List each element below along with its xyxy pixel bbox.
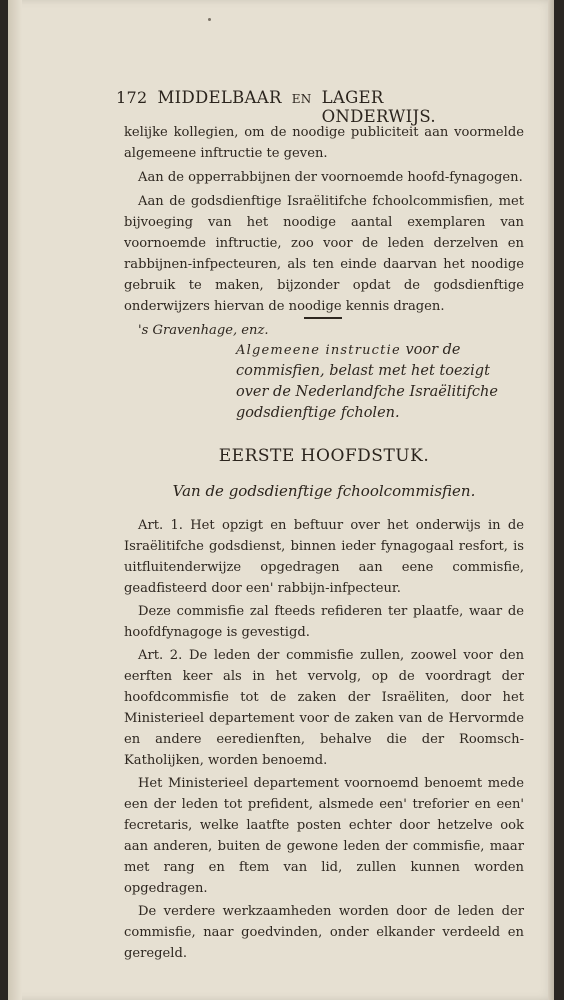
- instruction-title-line3: over de Nederlandfche Israëlitifche: [236, 384, 498, 400]
- article-2-president: Het Ministerieel departement voornoemd benoemt mede een der leden tot prefident, alsmede een' treforier en een' fecretaris, welke laatfte posten echter door hetzelve ook aan anderen, buiten de gewone leden der commisfie, maar met rang en ftem van lid, zullen kunnen worden opgedragen.: [124, 776, 524, 896]
- running-header: [116, 88, 476, 126]
- instruction-title-line1-rest: voor de: [405, 342, 461, 358]
- article-1-residence: Deze commisfie zal fteeds refideren ter plaatfe, waar de hoofdfynagoge is gevestigd.: [124, 604, 524, 640]
- page-number: 172: [116, 88, 148, 107]
- header-title-connector: EN: [291, 92, 312, 106]
- instruction-title-line4: godsdienftige fcholen.: [236, 405, 400, 421]
- articles-block: [124, 515, 524, 966]
- closing-place: 's Gravenhage, enz.: [138, 323, 269, 338]
- chapter-subtitle: Van de godsdienftige fchoolcommisfien.: [172, 482, 476, 500]
- instruction-title-lead: Algemeene instructie: [236, 343, 401, 358]
- instruction-title: [236, 340, 521, 424]
- paragraph-commisfien: Aan de godsdienftige Israëlitifche fchoolcommisfien, met bijvoeging van het noodige aantal exemplaren van voornoemde inftructie, zoo voor de leden derzelven en rabbijnen-infpecteuren, als ten einde daarvan het noodige gebruik te maken, bijzonder opdat de godsdienftige onderwijzers hiervan de noodige kennis dragen.: [124, 194, 524, 314]
- section-divider: [304, 317, 342, 319]
- article-1: Art. 1. Het opzigt en beftuur over het onderwijs in de Israëlitifche godsdienst, binnen ieder fynagogaal resfort, is uitfluitenderwijze opgedragen aan eene commisfie, geadfisteerd door een' rabbijn-infpecteur.: [124, 518, 524, 596]
- top-text-block: [124, 122, 524, 344]
- paragraph-continuation: kelijke kollegien, om de noodige publiciteit aan voormelde algemeene inftructie te geven.: [124, 125, 524, 161]
- paragraph-opperrabbijnen: Aan de opperrabbijnen der voornoemde hoofd-fynagogen.: [138, 170, 523, 185]
- header-title-part1: MIDDELBAAR: [157, 88, 282, 107]
- page-edge: [548, 0, 554, 1000]
- page-binding: [8, 0, 22, 1000]
- article-2-duties: De verdere werkzaamheden worden door de leden der commisfie, naar goedvinden, onder elkander verdeeld en geregeld.: [124, 904, 524, 961]
- ink-mark: [208, 18, 211, 21]
- book-page: [8, 0, 554, 1000]
- article-2: Art. 2. De leden der commisfie zullen, zoowel voor den eerften keer als in het vervolg, op de voordragt der hoofdcommisfie tot de zaken der Israëliten, door het Ministerieel departement voor de zaken van de Hervormde en andere eeredienften, behalve die der Roomsch-Katholijken, worden benoemd.: [124, 648, 524, 768]
- instruction-title-line2: commisfien, belast met het toezigt: [236, 363, 490, 379]
- chapter-heading: EERSTE HOOFDSTUK.: [218, 446, 430, 466]
- header-title-part2: LAGER ONDERWIJS.: [321, 88, 436, 126]
